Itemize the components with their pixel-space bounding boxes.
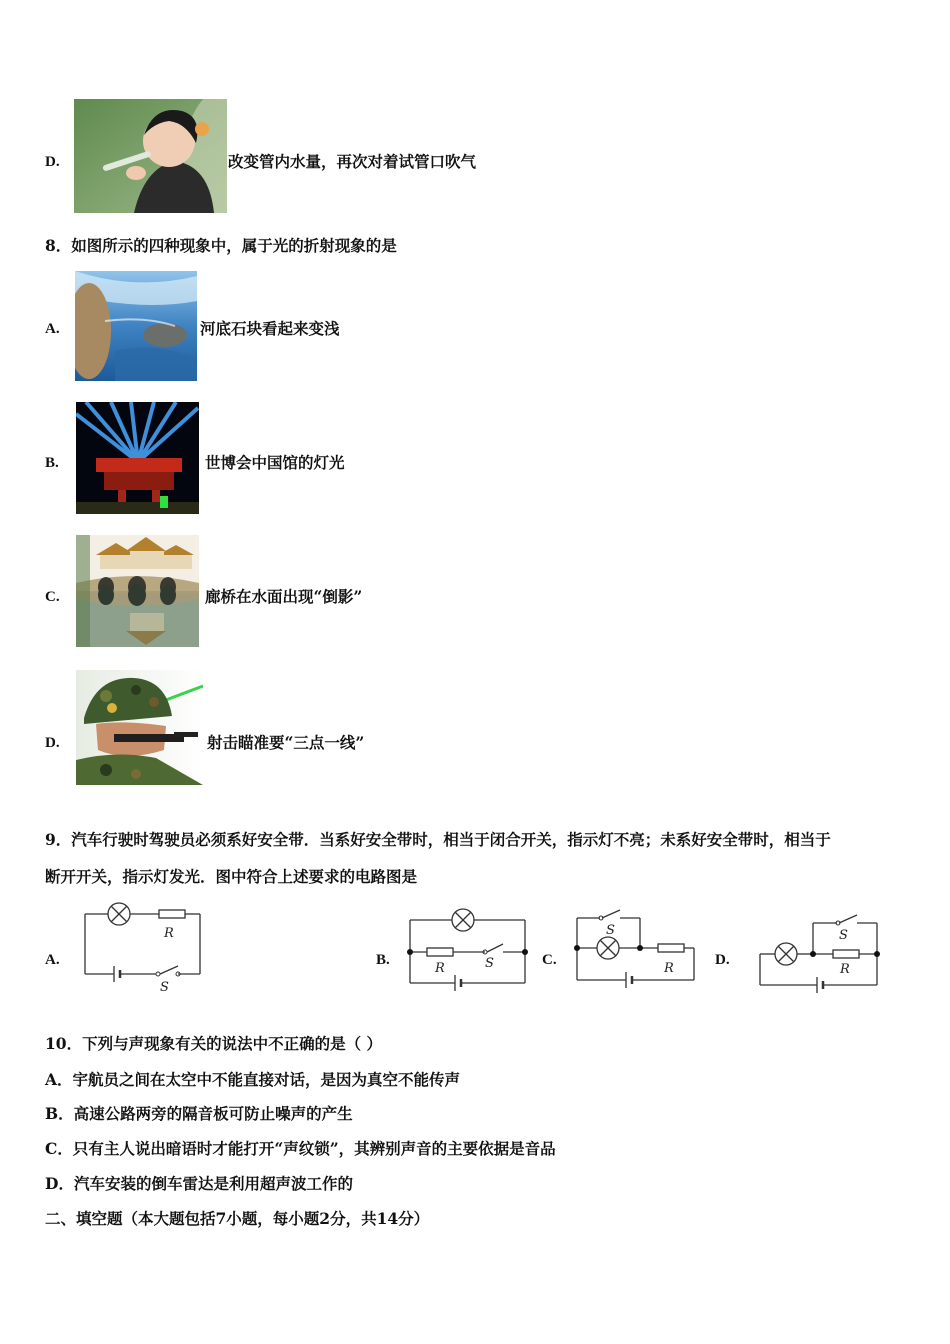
- switch-icon: [839, 915, 857, 923]
- q9-stem-line1: 9．汽车行驶时驾驶员必须系好安全带．当系好安全带时，相当于闭合开关，指示灯不亮；未系好安全带时，相当于: [45, 830, 831, 849]
- riverbed-stones-photo: [75, 271, 197, 381]
- switch-label: S: [839, 928, 848, 943]
- q8-option-b-label: B.: [45, 455, 59, 471]
- section-heading-fill-in: 二、填空题（本大题包括7小题，每小题2分，共14分）: [45, 1209, 430, 1228]
- circuit-diagram-d: [755, 909, 885, 999]
- q8-stem: 8．如图所示的四种现象中，属于光的折射现象的是: [45, 236, 397, 255]
- q8-option-d-label: D.: [45, 735, 60, 751]
- q9-stem-line2: 断开开关，指示灯发光．图中符合上述要求的电路图是: [45, 867, 418, 886]
- girl-blowing-test-tube-photo: [74, 99, 227, 213]
- q8-option-b-text: 世博会中国馆的灯光: [205, 453, 345, 472]
- switch-label: S: [606, 923, 615, 938]
- expo-china-pavilion-lights-photo: [76, 402, 199, 514]
- circuit-diagram-c: [572, 906, 702, 996]
- resistor-label: R: [435, 961, 445, 976]
- q10-option-a: A．宇航员之间在太空中不能直接对话，是因为真空不能传声: [45, 1070, 461, 1089]
- q9-option-a-label: A.: [45, 952, 60, 968]
- q8-option-a-text: 河底石块看起来变浅: [200, 319, 340, 338]
- q8-option-c-text: 廊桥在水面出现“倒影”: [205, 587, 363, 606]
- q9-option-b-label: B.: [376, 952, 390, 968]
- q9-option-c-label: C.: [542, 952, 557, 968]
- resistor-label: R: [164, 926, 174, 941]
- q10-stem: 10．下列与声现象有关的说法中不正确的是（ ）: [45, 1034, 382, 1053]
- q9-option-d-label: D.: [715, 952, 730, 968]
- q8-option-c-label: C.: [45, 589, 60, 605]
- q7-option-d-text: 改变管内水量，再次对着试管口吹气: [228, 152, 477, 171]
- switch-icon: [602, 910, 620, 918]
- resistor-label: R: [664, 961, 674, 976]
- resistor-icon: [833, 950, 859, 958]
- soldier-aiming-photo: [76, 670, 203, 785]
- q8-option-d-text: 射击瞄准要“三点一线”: [207, 733, 365, 752]
- q8-option-a-label: A.: [45, 321, 60, 337]
- q10-option-d: D．汽车安装的倒车雷达是利用超声波工作的: [45, 1174, 353, 1193]
- switch-label: S: [160, 980, 169, 995]
- circuit-diagram-a: [80, 896, 210, 996]
- resistor-icon: [658, 944, 684, 952]
- q10-option-c: C．只有主人说出暗语时才能打开“声纹锁”，其辨别声音的主要依据是音品: [45, 1139, 556, 1158]
- switch-icon: [160, 966, 178, 974]
- switch-label: S: [485, 956, 494, 971]
- resistor-icon: [427, 948, 453, 956]
- q7-option-d-label: D.: [45, 154, 60, 170]
- bridge-reflection-photo: [76, 535, 199, 647]
- circuit-diagram-b: [405, 903, 535, 998]
- resistor-icon: [159, 910, 185, 918]
- q10-option-b: B．高速公路两旁的隔音板可防止噪声的产生: [45, 1104, 353, 1123]
- resistor-label: R: [840, 962, 850, 977]
- switch-icon: [487, 944, 503, 952]
